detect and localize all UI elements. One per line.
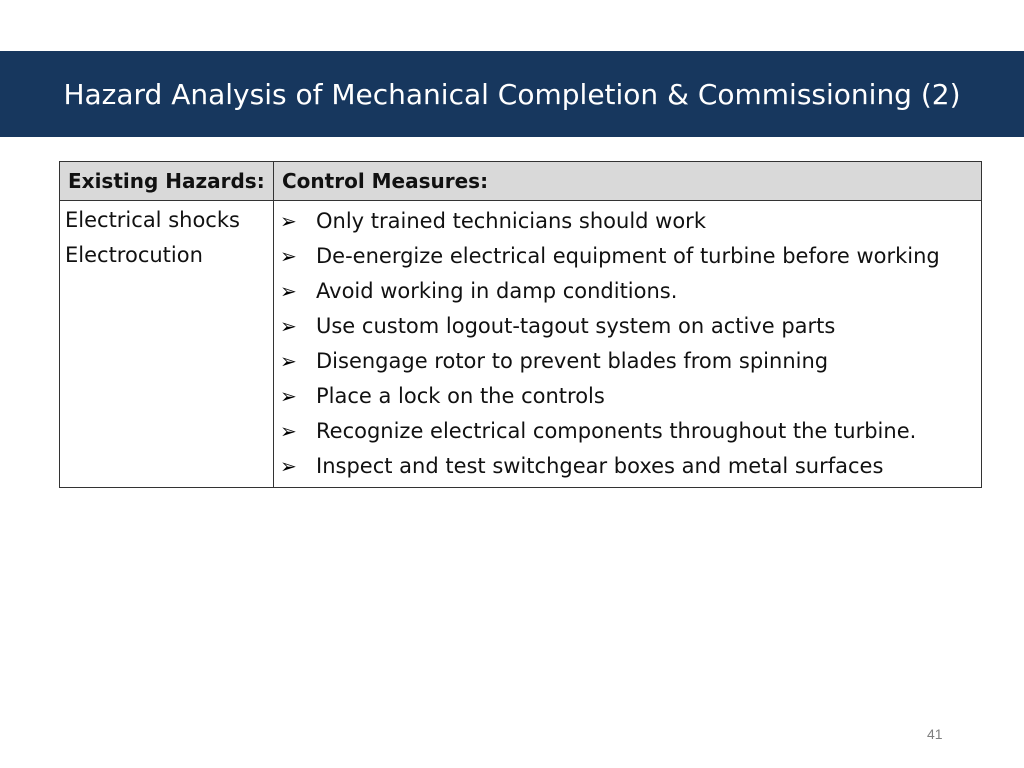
- measure-text: Use custom logout-tagout system on active parts: [316, 313, 836, 338]
- list-item: [280, 273, 981, 308]
- arrowhead-bullet-icon: ➢: [280, 243, 297, 268]
- list-item: [280, 413, 981, 448]
- hazard-table: [59, 161, 982, 488]
- measure-text: Place a lock on the controls: [316, 383, 605, 408]
- control-measures-list: [280, 203, 981, 483]
- header-control-measures: Control Measures:: [274, 162, 982, 201]
- arrowhead-bullet-icon: ➢: [280, 453, 297, 478]
- arrowhead-bullet-icon: ➢: [280, 348, 297, 373]
- measure-text: Inspect and test switchgear boxes and metal surfaces: [316, 453, 884, 478]
- table-row: [60, 201, 982, 488]
- hazard-item: Electrocution: [65, 243, 203, 267]
- list-item: [280, 448, 981, 483]
- hazards-cell: [60, 201, 274, 488]
- measure-text: Disengage rotor to prevent blades from spinning: [316, 348, 829, 373]
- arrowhead-bullet-icon: ➢: [280, 313, 297, 338]
- header-existing-hazards: Existing Hazards:: [60, 162, 274, 201]
- list-item: [280, 203, 981, 238]
- list-item: [280, 238, 981, 273]
- slide-title: Hazard Analysis of Mechanical Completion & Commissioning (2): [63, 77, 961, 111]
- measure-text: Only trained technicians should work: [316, 208, 706, 233]
- measure-text: De-energize electrical equipment of turbine before working: [316, 243, 940, 268]
- hazard-item: Electrical shocks: [65, 208, 240, 232]
- arrowhead-bullet-icon: ➢: [280, 278, 297, 303]
- table-header-row: [60, 162, 982, 201]
- list-item: [280, 308, 981, 343]
- arrowhead-bullet-icon: ➢: [280, 418, 297, 443]
- measure-text: Avoid working in damp conditions.: [316, 278, 678, 303]
- title-bar: [0, 51, 1024, 137]
- page-number: 41: [927, 726, 943, 742]
- measures-cell: [274, 201, 982, 488]
- arrowhead-bullet-icon: ➢: [280, 383, 297, 408]
- list-item: [280, 343, 981, 378]
- arrowhead-bullet-icon: ➢: [280, 208, 297, 233]
- list-item: [280, 378, 981, 413]
- measure-text: Recognize electrical components throughout the turbine.: [316, 418, 917, 443]
